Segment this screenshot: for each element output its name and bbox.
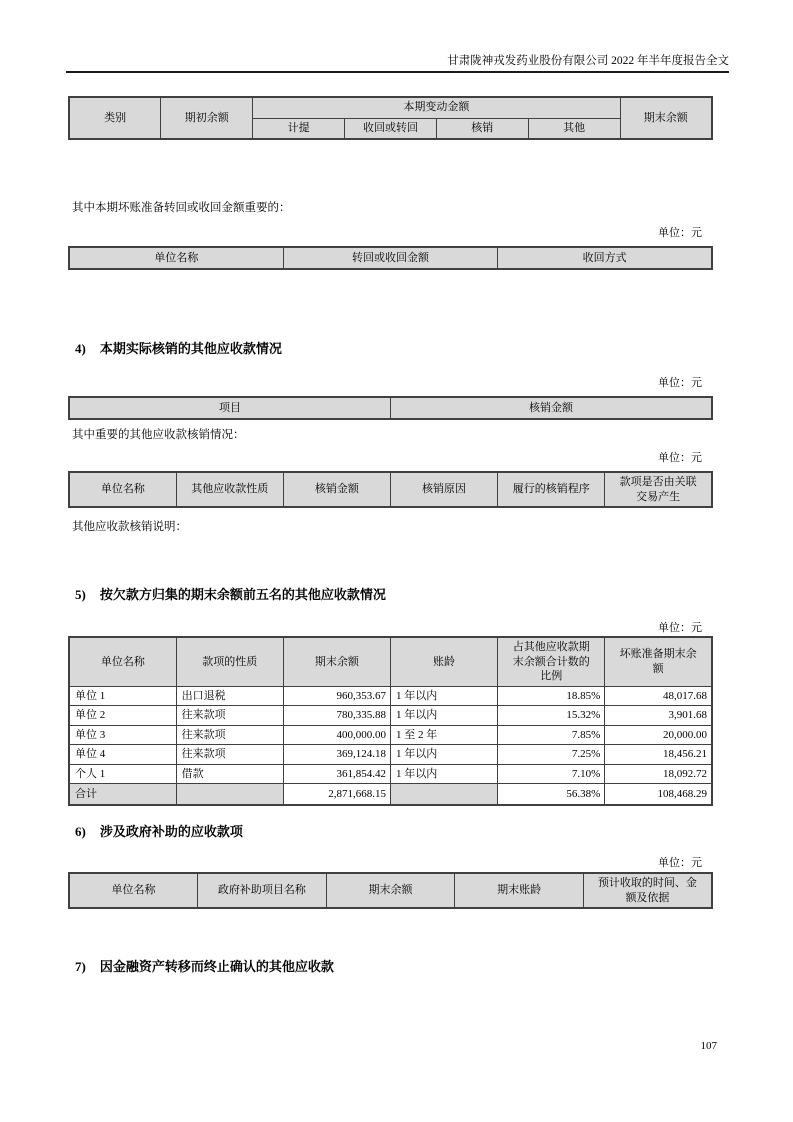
header-cell: 预计收取的时间、金额及依据 xyxy=(583,873,712,908)
header-cell: 核销金额 xyxy=(283,472,390,507)
section-5-heading xyxy=(75,584,386,603)
data-cell: 出口退税 xyxy=(176,686,283,706)
section-title: 涉及政府补助的应收款项 xyxy=(99,824,243,839)
table-row xyxy=(69,745,712,765)
section-title: 按欠款方归集的期末余额前五名的其他应收款情况 xyxy=(99,587,386,602)
note-writeoff-important: 其中重要的其他应收款核销情况： xyxy=(72,429,245,441)
header-cell: 其他 xyxy=(528,118,620,139)
writeoff-detail-table xyxy=(68,471,713,508)
unit-label: 单位：元 xyxy=(658,857,702,869)
header-cell: 转回或收回金额 xyxy=(283,247,497,269)
header-cell: 计提 xyxy=(253,118,345,139)
data-cell: 往来款项 xyxy=(176,706,283,726)
data-cell: 单位 3 xyxy=(69,725,176,745)
data-cell: 2,871,668.15 xyxy=(283,784,390,805)
table-row xyxy=(69,397,712,419)
data-cell: 18,092.72 xyxy=(605,764,712,784)
header-cell: 其他应收款性质 xyxy=(176,472,283,507)
data-cell: 56.38% xyxy=(498,784,605,805)
header-cell: 期初余额 xyxy=(161,97,253,139)
table-total-row xyxy=(69,784,712,805)
header-cell: 核销原因 xyxy=(390,472,497,507)
data-cell: 1 年以内 xyxy=(390,745,497,765)
data-cell: 单位 1 xyxy=(69,686,176,706)
section-number: 4) xyxy=(75,341,86,356)
unit-label: 单位：元 xyxy=(658,452,702,464)
data-cell: 18,456.21 xyxy=(605,745,712,765)
note-writeoff-explanation: 其他应收款核销说明： xyxy=(72,521,187,533)
table-row xyxy=(69,873,712,908)
data-cell: 1 年以内 xyxy=(390,686,497,706)
header-cell: 本期变动金额 xyxy=(253,97,620,118)
unit-label: 单位：元 xyxy=(658,227,702,239)
data-cell: 3,901.68 xyxy=(605,706,712,726)
section-7-heading xyxy=(75,956,334,975)
data-cell: 借款 xyxy=(176,764,283,784)
page-number: 107 xyxy=(700,1040,717,1052)
header-cell: 款项是否由关联交易产生 xyxy=(605,472,712,507)
top5-receivables-table xyxy=(68,636,713,806)
header-cell: 核销金额 xyxy=(391,397,713,419)
section-number: 6) xyxy=(75,824,86,839)
header-cell: 期末余额 xyxy=(283,637,390,686)
header-cell: 收回或转回 xyxy=(345,118,437,139)
data-cell: 1 至 2 年 xyxy=(390,725,497,745)
header-cell: 单位名称 xyxy=(69,247,283,269)
data-cell: 361,854.42 xyxy=(283,764,390,784)
table-row xyxy=(69,725,712,745)
header-cell: 核销 xyxy=(436,118,528,139)
data-cell: 单位 4 xyxy=(69,745,176,765)
data-cell: 单位 2 xyxy=(69,706,176,726)
header-cell: 占其他应收款期末余额合计数的比例 xyxy=(498,637,605,686)
header-rule xyxy=(66,71,729,73)
table-row xyxy=(69,764,712,784)
data-cell: 960,353.67 xyxy=(283,686,390,706)
gov-subsidy-table xyxy=(68,872,713,909)
data-cell xyxy=(390,784,497,805)
report-header-title: 甘肃陇神戎发药业股份有限公司 2022 年半年度报告全文 xyxy=(447,55,729,67)
data-cell: 780,335.88 xyxy=(283,706,390,726)
header-cell: 收回方式 xyxy=(498,247,712,269)
header-cell: 期末余额 xyxy=(326,873,455,908)
section-title: 因金融资产转移而终止确认的其他应收款 xyxy=(99,959,334,974)
unit-label: 单位：元 xyxy=(658,622,702,634)
header-cell: 款项的性质 xyxy=(176,637,283,686)
header-cell: 政府补助项目名称 xyxy=(198,873,327,908)
note-recovery-important: 其中本期坏账准备转回或收回金额重要的： xyxy=(72,202,291,214)
unit-label: 单位：元 xyxy=(658,377,702,389)
header-cell: 单位名称 xyxy=(69,472,176,507)
writeoff-summary-table xyxy=(68,396,713,420)
data-cell: 往来款项 xyxy=(176,745,283,765)
data-cell: 369,124.18 xyxy=(283,745,390,765)
table-row xyxy=(69,706,712,726)
section-4-heading xyxy=(75,338,282,357)
provision-change-table xyxy=(68,96,713,140)
header-cell: 坏账准备期末余额 xyxy=(605,637,712,686)
data-cell: 往来款项 xyxy=(176,725,283,745)
header-cell: 项目 xyxy=(69,397,391,419)
data-cell: 个人 1 xyxy=(69,764,176,784)
data-cell: 7.85% xyxy=(498,725,605,745)
total-label-cell: 合计 xyxy=(69,784,176,805)
header-cell: 类别 xyxy=(69,97,161,139)
data-cell: 48,017.68 xyxy=(605,686,712,706)
table-row xyxy=(69,637,712,686)
table-row xyxy=(69,97,712,118)
data-cell: 7.25% xyxy=(498,745,605,765)
data-cell xyxy=(176,784,283,805)
data-cell: 108,468.29 xyxy=(605,784,712,805)
table-row xyxy=(69,247,712,269)
data-cell: 15.32% xyxy=(498,706,605,726)
table-row xyxy=(69,686,712,706)
section-title: 本期实际核销的其他应收款情况 xyxy=(99,341,282,356)
header-cell: 账龄 xyxy=(390,637,497,686)
section-number: 5) xyxy=(75,587,86,602)
header-cell: 履行的核销程序 xyxy=(498,472,605,507)
data-cell: 18.85% xyxy=(498,686,605,706)
recovery-table xyxy=(68,246,713,270)
data-cell: 1 年以内 xyxy=(390,706,497,726)
header-cell: 单位名称 xyxy=(69,873,198,908)
data-cell: 1 年以内 xyxy=(390,764,497,784)
table-row xyxy=(69,472,712,507)
header-cell: 期末账龄 xyxy=(455,873,584,908)
data-cell: 7.10% xyxy=(498,764,605,784)
section-number: 7) xyxy=(75,959,86,974)
header-cell: 期末余额 xyxy=(620,97,712,139)
section-6-heading xyxy=(75,821,243,840)
data-cell: 20,000.00 xyxy=(605,725,712,745)
header-cell: 单位名称 xyxy=(69,637,176,686)
data-cell: 400,000.00 xyxy=(283,725,390,745)
